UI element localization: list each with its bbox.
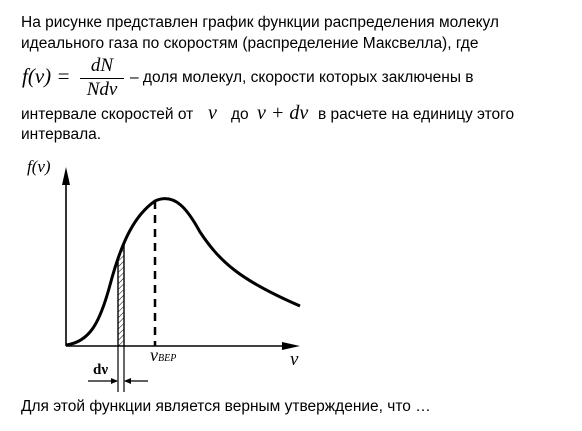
question-text: Для этой функции является верным утверждение, что … bbox=[21, 398, 431, 415]
dnu-label: dν bbox=[93, 362, 109, 378]
problem-line-5: интервала. bbox=[21, 126, 102, 143]
dnu-right-arrowhead bbox=[124, 378, 131, 384]
formula-numerator: dN bbox=[90, 55, 114, 76]
problem-line-4-part1: интервале скоростей от bbox=[21, 106, 194, 123]
peak-velocity-label bbox=[150, 345, 176, 366]
problem-line-4-part3: в расчете на единицу этого bbox=[318, 106, 515, 123]
formula-denominator: Ndν bbox=[86, 79, 118, 100]
problem-line-3: – доля молекул, скорости которых заключены в bbox=[130, 69, 474, 86]
symbol-nu: ν bbox=[208, 102, 217, 124]
y-axis-label: f(ν) bbox=[27, 157, 51, 176]
problem-line-2: идеального газа по скоростям (распределение Максвелла), где bbox=[21, 35, 479, 52]
symbol-nu-plus-dnu: ν + dν bbox=[257, 102, 309, 124]
formula-lhs: f(ν) = bbox=[22, 64, 71, 88]
distribution-curve bbox=[66, 199, 300, 345]
problem-line-1: На рисунке представлен график функции распределения молекул bbox=[21, 14, 499, 31]
x-axis-label: ν bbox=[290, 349, 299, 370]
dnu-left-arrowhead bbox=[111, 378, 118, 384]
peak-label-sub: ВЕР bbox=[158, 353, 177, 364]
y-axis-arrow bbox=[62, 167, 70, 185]
peak-label-main: ν bbox=[150, 345, 158, 365]
problem-line-4-part2: до bbox=[231, 106, 249, 123]
